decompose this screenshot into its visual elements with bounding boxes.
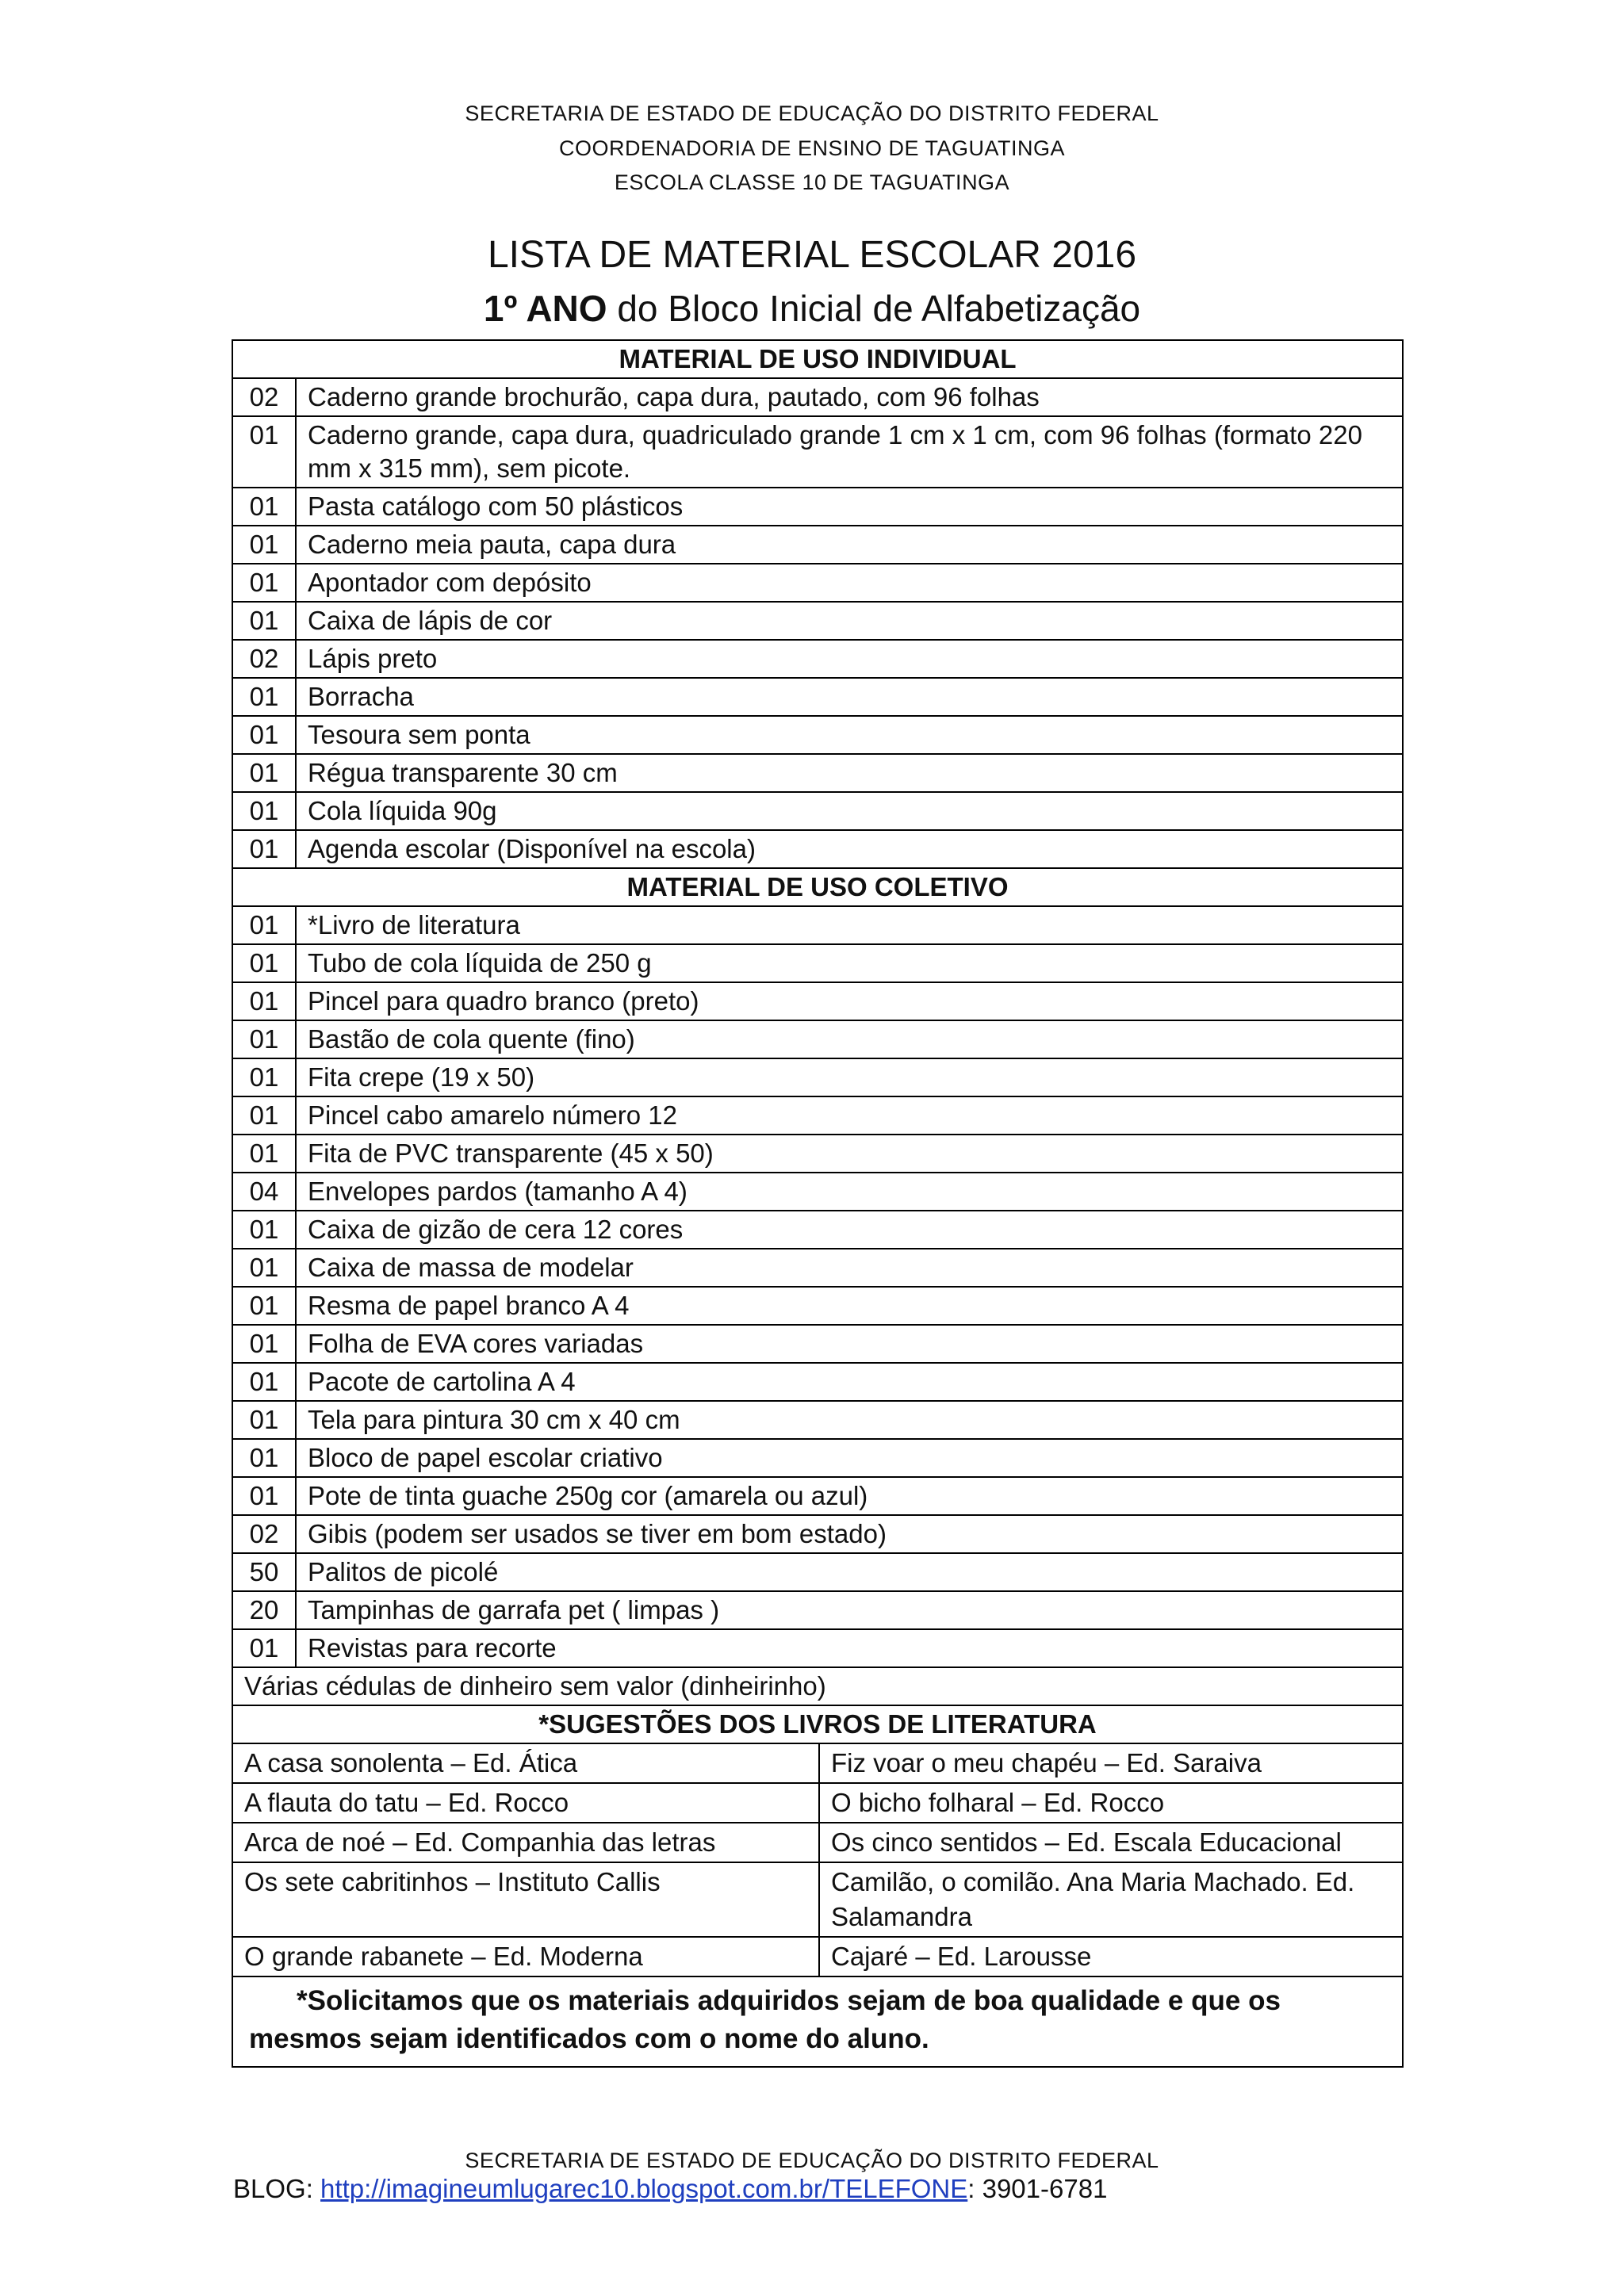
book-row	[232, 1783, 1403, 1823]
item-description: Resma de papel branco A 4	[296, 1287, 1403, 1325]
blog-link[interactable]: http://imagineumlugarec10.blogspot.com.br/TELEFONE	[320, 2174, 968, 2203]
coletivo-item-row	[232, 1173, 1403, 1211]
item-description: Pincel para quadro branco (preto)	[296, 982, 1403, 1020]
coletivo-item-row	[232, 1591, 1403, 1629]
item-description: Caixa de lápis de cor	[296, 602, 1403, 640]
item-quantity: 01	[232, 1629, 296, 1667]
item-description: Caixa de massa de modelar	[296, 1249, 1403, 1287]
book-row	[232, 1937, 1403, 1976]
item-quantity: 01	[232, 1096, 296, 1135]
item-description: Tubo de cola líquida de 250 g	[296, 944, 1403, 982]
item-quantity: 01	[232, 982, 296, 1020]
item-quantity: 01	[232, 716, 296, 754]
item-description: Pincel cabo amarelo número 12	[296, 1096, 1403, 1135]
coletivo-item-row	[232, 1135, 1403, 1173]
individual-item-row	[232, 716, 1403, 754]
item-quantity: 01	[232, 416, 296, 488]
coletivo-extra-text: Várias cédulas de dinheiro sem valor (dinheirinho)	[232, 1667, 1403, 1705]
item-description: Fita de PVC transparente (45 x 50)	[296, 1135, 1403, 1173]
book-right: Os cinco sentidos – Ed. Escala Educacional	[819, 1823, 1403, 1862]
individual-item-row	[232, 378, 1403, 416]
item-quantity: 01	[232, 1211, 296, 1249]
item-quantity: 01	[232, 526, 296, 564]
book-row	[232, 1743, 1403, 1783]
item-description: Pacote de cartolina A 4	[296, 1363, 1403, 1401]
coletivo-item-row	[232, 1325, 1403, 1363]
book-left: Arca de noé – Ed. Companhia das letras	[232, 1823, 819, 1862]
coletivo-item-row	[232, 1401, 1403, 1439]
item-quantity: 01	[232, 488, 296, 526]
header-coordenadoria: COORDENADORIA DE ENSINO DE TAGUATINGA	[558, 136, 1066, 160]
individual-item-row	[232, 754, 1403, 792]
section-livros-heading: *SUGESTÕES DOS LIVROS DE LITERATURA	[232, 1705, 1403, 1743]
page-title: LISTA DE MATERIAL ESCOLAR 2016	[487, 234, 1137, 276]
item-description: Caixa de gizão de cera 12 cores	[296, 1211, 1403, 1249]
item-description: Tesoura sem ponta	[296, 716, 1403, 754]
item-quantity: 01	[232, 1249, 296, 1287]
individual-item-row	[232, 564, 1403, 602]
coletivo-item-row	[232, 1211, 1403, 1249]
item-quantity: 01	[232, 1325, 296, 1363]
item-description: Pote de tinta guache 250g cor (amarela ou azul)	[296, 1477, 1403, 1515]
item-description: Caderno meia pauta, capa dura	[296, 526, 1403, 564]
individual-item-row	[232, 416, 1403, 488]
item-quantity: 01	[232, 678, 296, 716]
material-table	[232, 339, 1404, 2068]
item-description: Envelopes pardos (tamanho A 4)	[296, 1173, 1403, 1211]
individual-item-row	[232, 602, 1403, 640]
item-quantity: 04	[232, 1173, 296, 1211]
item-quantity: 20	[232, 1591, 296, 1629]
item-description: Caderno grande brochurão, capa dura, pautado, com 96 folhas	[296, 378, 1403, 416]
coletivo-item-row	[232, 1477, 1403, 1515]
book-right: Cajaré – Ed. Larousse	[819, 1937, 1403, 1976]
item-description: Borracha	[296, 678, 1403, 716]
item-description: Agenda escolar (Disponível na escola)	[296, 830, 1403, 868]
phone-number: : 3901-6781	[967, 2174, 1108, 2203]
coletivo-extra-row	[232, 1667, 1403, 1705]
item-description: Tela para pintura 30 cm x 40 cm	[296, 1401, 1403, 1439]
item-description: Palitos de picolé	[296, 1553, 1403, 1591]
coletivo-item-row	[232, 1363, 1403, 1401]
item-description: Cola líquida 90g	[296, 792, 1403, 830]
coletivo-item-row	[232, 1058, 1403, 1096]
coletivo-item-row	[232, 1096, 1403, 1135]
book-row	[232, 1862, 1403, 1937]
item-description: Tampinhas de garrafa pet ( limpas )	[296, 1591, 1403, 1629]
note-row	[232, 1976, 1403, 2067]
footer-blog	[233, 2174, 1107, 2204]
item-quantity: 01	[232, 1135, 296, 1173]
book-right: O bicho folharal – Ed. Rocco	[819, 1783, 1403, 1823]
individual-item-row	[232, 678, 1403, 716]
item-description: Fita crepe (19 x 50)	[296, 1058, 1403, 1096]
coletivo-item-row	[232, 906, 1403, 944]
item-quantity: 01	[232, 906, 296, 944]
item-quantity: 01	[232, 1058, 296, 1096]
coletivo-item-row	[232, 1287, 1403, 1325]
header-escola: ESCOLA CLASSE 10 DE TAGUATINGA	[614, 170, 1010, 194]
item-quantity: 01	[232, 1439, 296, 1477]
item-quantity: 01	[232, 944, 296, 982]
page-subtitle	[0, 287, 1624, 330]
coletivo-item-row	[232, 1553, 1403, 1591]
individual-item-row	[232, 488, 1403, 526]
item-quantity: 50	[232, 1553, 296, 1591]
item-description: Bloco de papel escolar criativo	[296, 1439, 1403, 1477]
item-description: Caderno grande, capa dura, quadriculado grande 1 cm x 1 cm, com 96 folhas (formato 220 mm x 315 mm), sem picote.	[296, 416, 1403, 488]
coletivo-item-row	[232, 1020, 1403, 1058]
coletivo-item-row	[232, 1515, 1403, 1553]
item-description: *Livro de literatura	[296, 906, 1403, 944]
note-cell	[232, 1976, 1403, 2067]
coletivo-item-row	[232, 1439, 1403, 1477]
item-quantity: 01	[232, 564, 296, 602]
item-description: Revistas para recorte	[296, 1629, 1403, 1667]
item-quantity: 01	[232, 1401, 296, 1439]
item-quantity: 01	[232, 1363, 296, 1401]
subtitle-rest: do Bloco Inicial de Alfabetização	[607, 288, 1141, 329]
item-quantity: 01	[232, 602, 296, 640]
item-description: Folha de EVA cores variadas	[296, 1325, 1403, 1363]
material-table-body	[232, 340, 1403, 2067]
section-coletivo	[232, 868, 1403, 906]
section-individual-heading: MATERIAL DE USO INDIVIDUAL	[232, 340, 1403, 378]
book-left: Os sete cabritinhos – Instituto Callis	[232, 1862, 819, 1937]
book-row	[232, 1823, 1403, 1862]
item-description: Bastão de cola quente (fino)	[296, 1020, 1403, 1058]
section-individual	[232, 340, 1403, 378]
subtitle-grade: 1º ANO	[483, 288, 607, 329]
item-quantity: 01	[232, 754, 296, 792]
item-description: Gibis (podem ser usados se tiver em bom estado)	[296, 1515, 1403, 1553]
book-left: A casa sonolenta – Ed. Ática	[232, 1743, 819, 1783]
item-quantity: 01	[232, 1477, 296, 1515]
item-quantity: 01	[232, 792, 296, 830]
coletivo-item-row	[232, 944, 1403, 982]
item-description: Régua transparente 30 cm	[296, 754, 1403, 792]
item-quantity: 02	[232, 378, 296, 416]
individual-item-row	[232, 526, 1403, 564]
coletivo-item-row	[232, 1249, 1403, 1287]
individual-item-row	[232, 830, 1403, 868]
book-left: A flauta do tatu – Ed. Rocco	[232, 1783, 819, 1823]
footer-secretaria: SECRETARIA DE ESTADO DE EDUCAÇÃO DO DISTRITO FEDERAL	[465, 2149, 1159, 2172]
coletivo-item-row	[232, 982, 1403, 1020]
item-description: Pasta catálogo com 50 plásticos	[296, 488, 1403, 526]
quality-note: *Solicitamos que os materiais adquiridos sejam de boa qualidade e que os mesmos sejam identificados com o nome do aluno.	[249, 1985, 1281, 2054]
item-quantity: 01	[232, 830, 296, 868]
coletivo-item-row	[232, 1629, 1403, 1667]
book-right: Camilão, o comilão. Ana Maria Machado. Ed. Salamandra	[819, 1862, 1403, 1937]
book-left: O grande rabanete – Ed. Moderna	[232, 1937, 819, 1976]
item-description: Apontador com depósito	[296, 564, 1403, 602]
book-right: Fiz voar o meu chapéu – Ed. Saraiva	[819, 1743, 1403, 1783]
section-livros	[232, 1705, 1403, 1743]
individual-item-row	[232, 640, 1403, 678]
item-quantity: 02	[232, 1515, 296, 1553]
individual-item-row	[232, 792, 1403, 830]
item-quantity: 01	[232, 1287, 296, 1325]
item-quantity: 01	[232, 1020, 296, 1058]
blog-label: BLOG:	[233, 2174, 321, 2203]
item-description: Lápis preto	[296, 640, 1403, 678]
item-quantity: 02	[232, 640, 296, 678]
header-secretaria: SECRETARIA DE ESTADO DE EDUCAÇÃO DO DISTRITO FEDERAL	[465, 101, 1159, 125]
section-coletivo-heading: MATERIAL DE USO COLETIVO	[232, 868, 1403, 906]
